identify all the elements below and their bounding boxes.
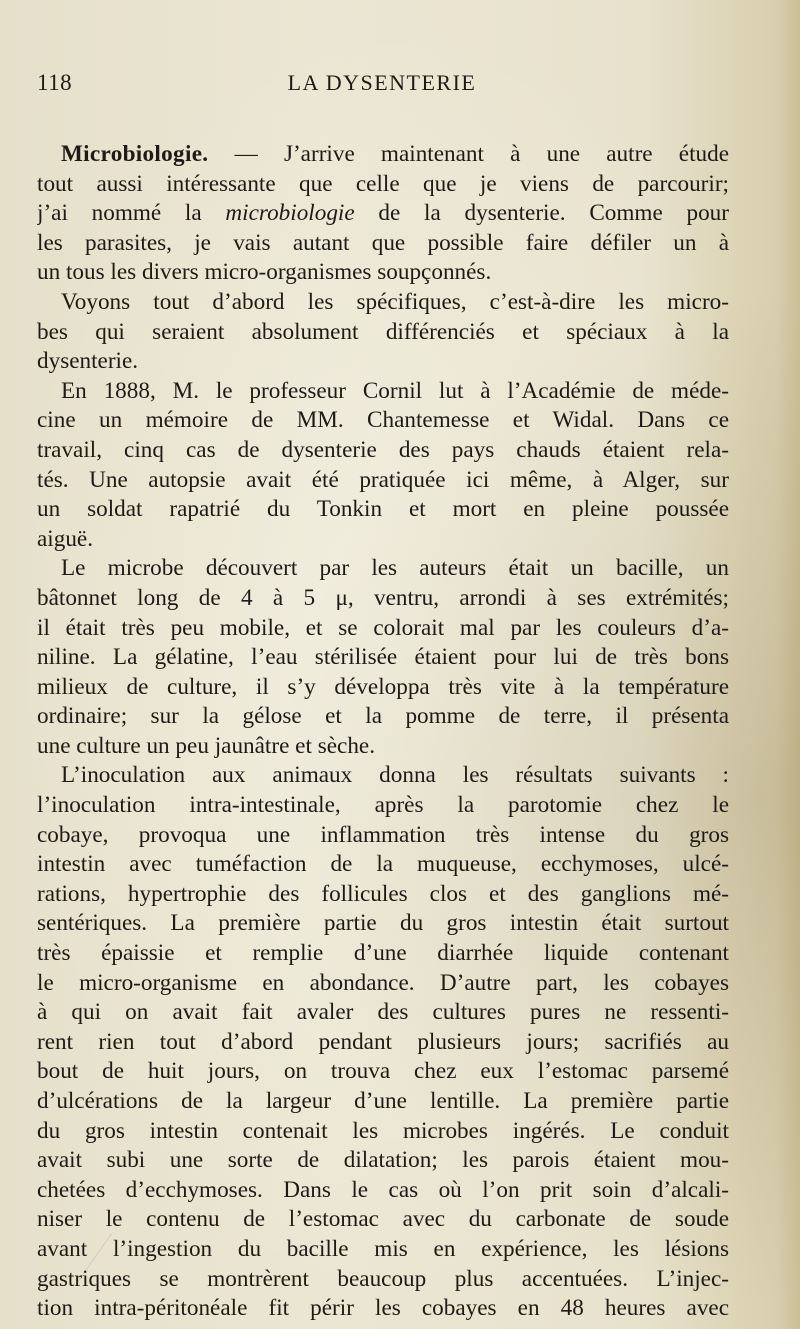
text-line: un soldat rapatrié du Tonkin et mort en pleine poussée — [37, 496, 729, 523]
text-line: le micro-organisme en abondance. D’autre part, les cobayes — [37, 969, 729, 996]
text-line: milieux de culture, il s’y développa très vite à la température — [37, 673, 729, 700]
text-line: bout de huit jours, on trouva chez eux l’estomac parsemé — [37, 1058, 729, 1085]
text-line: ordinaire; sur la gélose et la pomme de terre, il présenta — [37, 703, 729, 730]
text-span: de la dysenterie. Comme pour — [354, 200, 729, 227]
body-text — [37, 140, 729, 1324]
text-line: rent rien tout d’abord pendant plusieurs jours; sacrifiés au — [37, 1028, 729, 1055]
text-line: niser le contenu de l’estomac avec du carbonate de soude — [37, 1206, 729, 1233]
section-heading: Microbiologie. — [61, 141, 209, 167]
text-line: En 1888, M. le professeur Cornil lut à l’Académie de méde- — [61, 377, 729, 404]
text-line: L’inoculation aux animaux donna les résultats suivants : — [61, 762, 729, 789]
text-line: bâtonnet long de 4 à 5 μ, ventru, arrondi à ses extrémités; — [37, 584, 729, 611]
text-line: gastriques se montrèrent beaucoup plus accentuées. L’injec- — [37, 1265, 729, 1292]
text-line — [37, 199, 729, 229]
text-line: à qui on avait fait avaler des cultures pures ne ressenti- — [37, 999, 729, 1026]
text-line: aiguë. — [37, 525, 94, 552]
text-line: l’inoculation intra-intestinale, après la parotomie chez le — [37, 792, 729, 819]
text-line: sentériques. La première partie du gros intestin était surtout — [37, 910, 729, 937]
text-line: Voyons tout d’abord les spécifiques, c’est-à-dire les micro- — [61, 288, 729, 315]
text-line: avant l’ingestion du bacille mis en expérience, les lésions — [37, 1235, 729, 1262]
running-title: LA DYSENTERIE — [287, 70, 477, 95]
text-line: du gros intestin contenait les microbes ingérés. Le conduit — [37, 1117, 729, 1144]
text-line: avait subi une sorte de dilatation; les parois étaient mou- — [37, 1147, 729, 1174]
text-span: j’ai nommé la — [37, 200, 226, 227]
text-line: tés. Une autopsie avait été pratiquée ici même, à Alger, sur — [37, 466, 729, 493]
text-line — [37, 140, 729, 170]
text-line: les parasites, je vais autant que possible faire défiler un à — [37, 229, 729, 256]
text-line: travail, cinq cas de dysenterie des pays chauds étaient rela- — [37, 436, 729, 463]
text-line: tion intra-péritonéale fit périr les cobayes en 48 heures avec — [37, 1295, 729, 1322]
text-line: intestin avec tuméfaction de la muqueuse, ecchymoses, ulcé- — [37, 851, 729, 878]
text-line: bes qui seraient absolument différenciés et spéciaux à la — [37, 318, 729, 345]
text-line: cobaye, provoqua une inflammation très intense du gros — [37, 821, 729, 848]
page-number: 118 — [37, 70, 73, 95]
text-line: niline. La gélatine, l’eau stérilisée étaient pour lui de très bons — [37, 644, 729, 671]
text-line: très épaissie et remplie d’une diarrhée liquide contenant — [37, 940, 729, 967]
text-line: chetées d’ecchymoses. Dans le cas où l’on prit soin d’alcali- — [37, 1176, 729, 1203]
text-line: dysenterie. — [37, 348, 139, 375]
italic-term: microbiologie — [225, 200, 355, 227]
text-line: un tous les divers micro-organismes soupçonnés. — [37, 259, 492, 286]
page-header — [37, 70, 727, 104]
text-line: tout aussi intéressante que celle que je viens de parcourir; — [37, 170, 729, 197]
text-span: — J’arrive maintenant à une autre étude — [208, 141, 729, 167]
text-line: Le microbe découvert par les auteurs était un bacille, un — [61, 555, 729, 582]
text-line: cine un mémoire de MM. Chantemesse et Widal. Dans ce — [37, 407, 729, 434]
text-line: il était très peu mobile, et se colorait mal par les couleurs d’a- — [37, 614, 729, 641]
text-line: d’ulcérations de la largeur d’une lentille. La première partie — [37, 1088, 729, 1114]
text-line: rations, hypertrophie des follicules clos et des ganglions mé- — [37, 880, 729, 907]
text-line: une culture un peu jaunâtre et sèche. — [37, 732, 375, 759]
